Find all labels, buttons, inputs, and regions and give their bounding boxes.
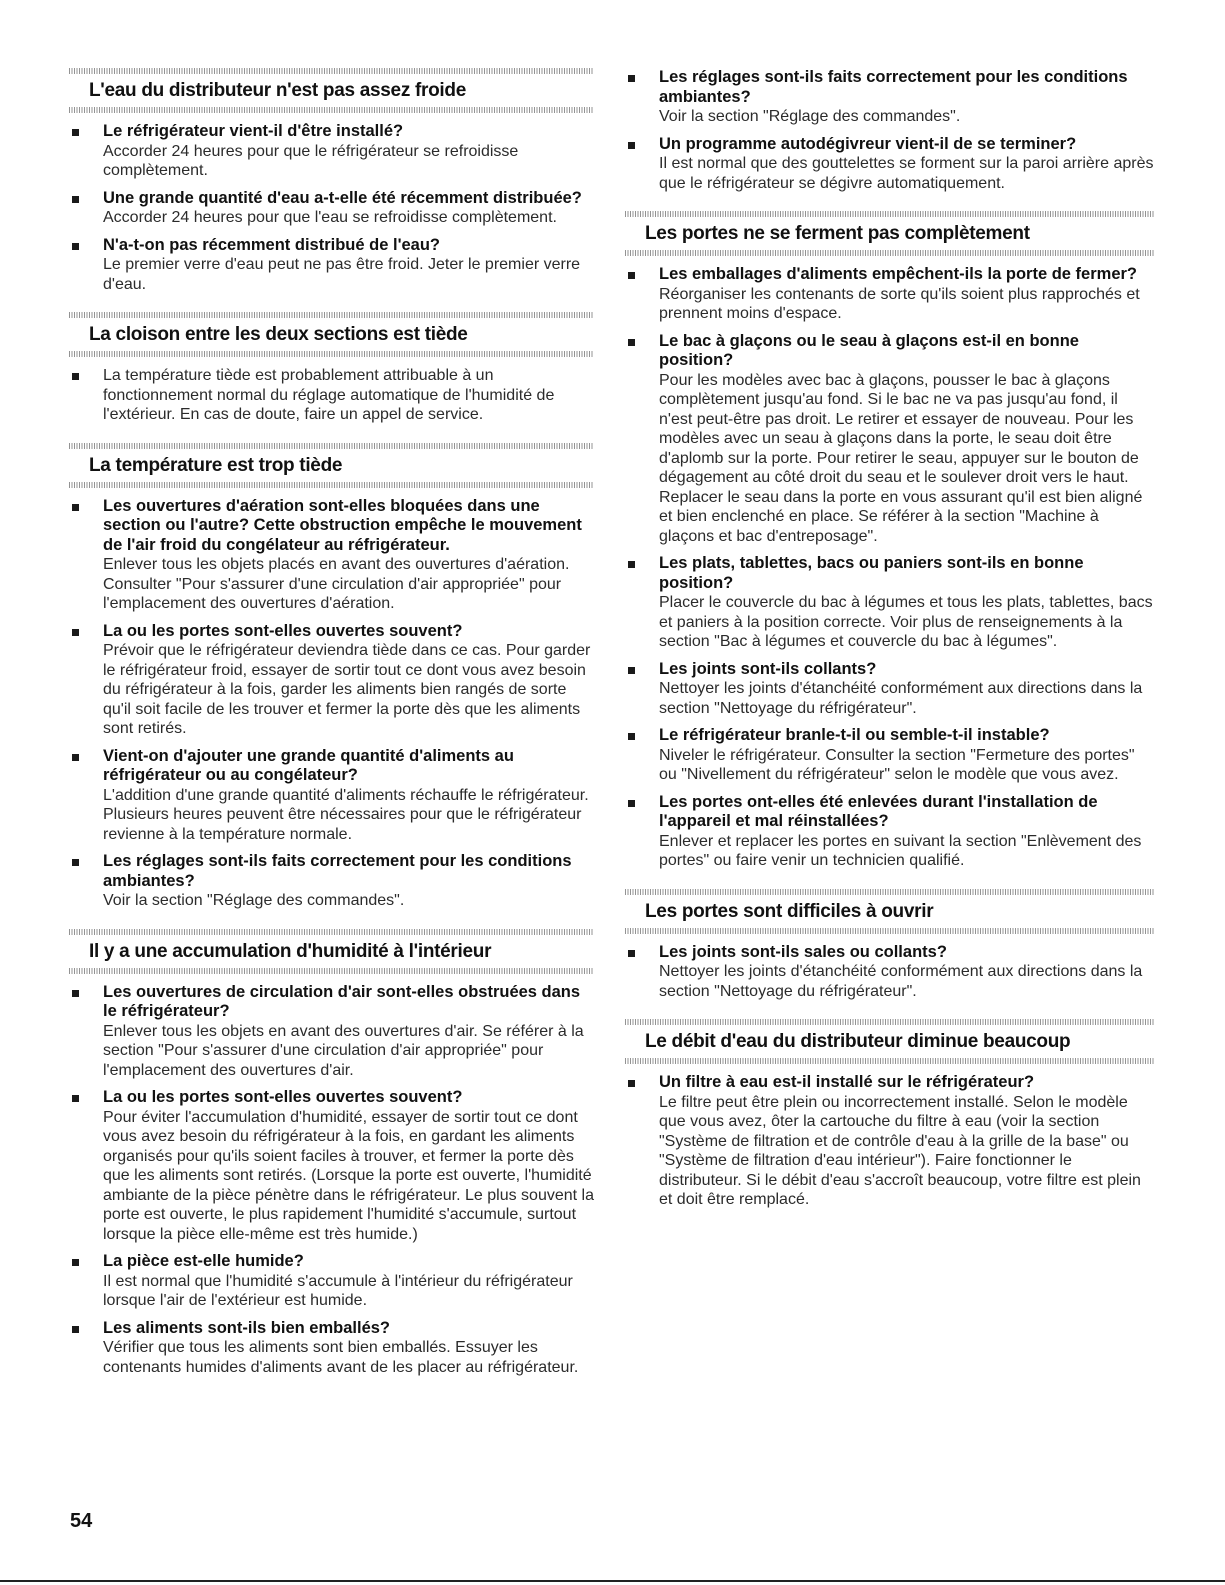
rule-top xyxy=(625,211,1155,217)
question: Le réfrigérateur branle-t-il ou semble-t-il instable? xyxy=(659,726,1050,744)
question: Les réglages sont-ils faits correctement pour les conditions ambiantes? xyxy=(659,68,1128,106)
section xyxy=(69,68,594,294)
item-list xyxy=(69,974,594,1378)
list-item xyxy=(625,1073,1155,1210)
answer: Vérifier que tous les aliments sont bien emballés. Essuyer les contenants humides d'aliments avant de les placer au réfrigérateur. xyxy=(103,1339,579,1376)
right-column xyxy=(625,68,1155,1218)
question: Un programme autodégivreur vient-il de se terminer? xyxy=(659,134,1077,153)
list-item xyxy=(69,1088,594,1244)
answer: Le filtre peut être plein ou incorrectement installé. Selon le modèle que vous avez, ôter la cartouche du filtre à eau (voir la section "Système de filtration et de contrôle d'eau à la grille de la base" ou "Système de filtration d'eau intérieur"). Faire fonctionner le distributeur. Si le débit d'eau s'accroît beaucoup, votre filtre est plein et doit être remplacé. xyxy=(659,1093,1141,1208)
list-item xyxy=(625,943,1155,1002)
section-header xyxy=(69,312,594,357)
answer: Voir la section "Réglage des commandes". xyxy=(103,892,405,909)
answer: Accorder 24 heures pour que l'eau se refroidisse complètement. xyxy=(103,209,557,226)
list-item xyxy=(69,622,594,739)
rule-bottom xyxy=(625,928,1155,934)
question: Une grande quantité d'eau a-t-elle été récemment distribuée? xyxy=(103,188,582,207)
bullet-square-icon xyxy=(628,667,635,674)
question: Les ouvertures d'aération sont-elles bloquées dans une section ou l'autre? Cette obstruction empêche le mouvement de l'air froid du congélateur au réfrigérateur. xyxy=(103,496,582,554)
list-item xyxy=(69,189,594,228)
section xyxy=(625,201,1155,871)
rule-bottom xyxy=(625,1058,1155,1064)
answer: L'addition d'une grande quantité d'aliments réchauffe le réfrigérateur. Plusieurs heures peuvent être nécessaires pour que le réfrigérateur revienne à la température normale. xyxy=(103,786,589,843)
bullet-square-icon xyxy=(628,1080,635,1087)
answer: Prévoir que le réfrigérateur deviendra tiède dans ce cas. Pour garder le réfrigérateur froid, essayer de sortir tout ce dont vous avez besoin du réfrigérateur à la fois, garder les aliments bien rangés de sorte qu'il soit facile de les trouver et fermer la porte dès que les aliments sont retirés. xyxy=(103,642,591,737)
bullet-square-icon xyxy=(72,1095,79,1102)
item-list xyxy=(625,256,1155,871)
item-list xyxy=(69,357,594,425)
bottom-rule xyxy=(0,1580,1225,1582)
list-item xyxy=(69,1319,594,1378)
item-list xyxy=(625,934,1155,1002)
page-number: 54 xyxy=(70,1510,93,1532)
question: Les ouvertures de circulation d'air sont-elles obstruées dans le réfrigérateur? xyxy=(103,982,581,1020)
bullet-square-icon xyxy=(72,990,79,997)
item-list xyxy=(625,68,1155,193)
bullet-square-icon xyxy=(628,561,635,568)
item-list xyxy=(69,488,594,911)
question: Les aliments sont-ils bien emballés? xyxy=(103,1318,391,1337)
question: Les emballages d'aliments empêchent-ils la porte de fermer? xyxy=(659,265,1138,283)
answer: Le premier verre d'eau peut ne pas être froid. Jeter le premier verre d'eau. xyxy=(103,256,581,293)
bullet-square-icon xyxy=(72,373,79,380)
bullet-square-icon xyxy=(72,129,79,136)
answer: Il est normal que l'humidité s'accumule à l'intérieur du réfrigérateur lorsque l'air de l'extérieur est humide. xyxy=(103,1272,573,1309)
bullet-square-icon xyxy=(72,629,79,636)
bullet-square-icon xyxy=(628,950,635,957)
bullet-square-icon xyxy=(628,733,635,740)
bullet-square-icon xyxy=(72,1326,79,1333)
answer: Enlever tous les objets placés en avant des ouvertures d'aération. Consulter "Pour s'assurer d'une circulation d'air appropriée" pour l'emplacement des ouvertures d'aération. xyxy=(103,556,570,612)
section-title: La cloison entre les deux sections est tiède xyxy=(89,324,468,345)
list-item xyxy=(69,497,594,614)
question: La ou les portes sont-elles ouvertes souvent? xyxy=(103,621,463,640)
answer: Pour éviter l'accumulation d'humidité, essayer de sortir tout ce dont vous avez besoin du réfrigérateur à la fois, en gardant les aliments organisés pour qu'ils soient faciles à trouver, et fermer la porte dès que les aliments sont retirés. (Lorsque la porte est ouverte, l'humidité ambiante de la pièce pénètre dans le réfrigérateur. Le plus souvent la porte est ouverte, le plus rapidement l'humidité s'accumule, surtout lorsque la pièce elle-même est très humide.) xyxy=(103,1108,594,1243)
list-item xyxy=(69,236,594,295)
list-item xyxy=(625,660,1155,719)
answer: La température tiède est probablement attribuable à un fonctionnement normal du réglage automatique de l'humidité de l'extérieur. En cas de doute, faire un appel de service. xyxy=(103,367,555,423)
list-item xyxy=(69,122,594,181)
list-item xyxy=(69,983,594,1081)
rule-top xyxy=(69,443,594,449)
answer: Enlever et replacer les portes en suivant la section "Enlèvement des portes" ou faire venir un technicien qualifié. xyxy=(659,832,1142,869)
bullet-square-icon xyxy=(628,339,635,346)
section-spacer xyxy=(625,1009,1155,1019)
bullet-square-icon xyxy=(628,142,635,149)
section-header xyxy=(625,1019,1155,1064)
question: Les plats, tablettes, bacs ou paniers sont-ils en bonne position? xyxy=(659,554,1084,592)
question: N'a-t-on pas récemment distribué de l'eau? xyxy=(103,235,441,254)
list-item xyxy=(625,265,1155,324)
rule-bottom xyxy=(625,250,1155,256)
section xyxy=(69,433,594,911)
rule-top xyxy=(625,1019,1155,1025)
rule-bottom xyxy=(69,482,594,488)
section-title: La température est trop tiède xyxy=(89,454,343,476)
answer: Enlever tous les objets en avant des ouvertures d'air. Se référer à la section "Pour s'assurer d'une circulation d'air appropriée" pour l'emplacement des ouvertures d'air. xyxy=(103,1022,584,1079)
section-header xyxy=(69,443,594,488)
question: La pièce est-elle humide? xyxy=(103,1252,304,1270)
bullet-square-icon xyxy=(72,196,79,203)
rule-bottom xyxy=(69,351,594,357)
section-header xyxy=(69,929,594,974)
answer: Nettoyer les joints d'étanchéité conformément aux directions dans la section "Nettoyage du réfrigérateur". xyxy=(659,963,1143,1000)
answer: Placer le couvercle du bac à légumes et tous les plats, tablettes, bacs et paniers à la position correcte. Voir plus de renseignements à la section "Bac à légumes et couvercle du bac à légumes". xyxy=(659,594,1153,650)
question: Le réfrigérateur vient-il d'être installé? xyxy=(103,122,404,140)
answer: Voir la section "Réglage des commandes". xyxy=(659,108,961,125)
section-header xyxy=(625,889,1155,934)
question: Vient-on d'ajouter une grande quantité d'aliments au réfrigérateur ou au congélateur? xyxy=(103,746,514,784)
rule-top xyxy=(69,68,594,74)
list-item xyxy=(625,68,1155,127)
section xyxy=(625,879,1155,1002)
question: Les joints sont-ils collants? xyxy=(659,659,877,678)
bullet-square-icon xyxy=(72,754,79,761)
bullet-square-icon xyxy=(72,859,79,866)
section xyxy=(625,68,1155,193)
question: Les portes ont-elles été enlevées durant l'installation de l'appareil et mal réinstallées? xyxy=(659,792,1098,830)
answer: Réorganiser les contenants de sorte qu'ils soient plus rapprochés et prennent moins d'espace. xyxy=(659,285,1140,322)
answer: Accorder 24 heures pour que le réfrigérateur se refroidisse complètement. xyxy=(103,142,519,179)
list-item xyxy=(69,852,594,911)
section-title: Il y a une accumulation d'humidité à l'intérieur xyxy=(89,940,492,962)
answer: Il est normal que des gouttelettes se forment sur la paroi arrière après que le réfrigérateur se dégivre automatiquement. xyxy=(659,155,1154,192)
left-column xyxy=(69,68,594,1385)
bullet-square-icon xyxy=(72,243,79,250)
item-list xyxy=(625,1064,1155,1210)
question: La ou les portes sont-elles ouvertes souvent? xyxy=(103,1088,463,1106)
question: Le bac à glaçons ou le seau à glaçons est-il en bonne position? xyxy=(659,331,1079,369)
bullet-square-icon xyxy=(72,1259,79,1266)
rule-bottom xyxy=(69,107,594,113)
section-title: Les portes ne se ferment pas complètement xyxy=(645,223,1030,244)
list-item xyxy=(625,135,1155,194)
list-item xyxy=(625,332,1155,547)
section-spacer xyxy=(625,879,1155,889)
question: Un filtre à eau est-il installé sur le réfrigérateur? xyxy=(659,1073,1035,1091)
bullet-square-icon xyxy=(628,75,635,82)
rule-bottom xyxy=(69,968,594,974)
bullet-square-icon xyxy=(628,272,635,279)
bullet-square-icon xyxy=(628,800,635,807)
section-spacer xyxy=(69,433,594,443)
list-item xyxy=(625,726,1155,785)
section xyxy=(69,919,594,1378)
section-title: L'eau du distributeur n'est pas assez froide xyxy=(89,80,466,101)
list-item xyxy=(69,747,594,845)
section-header xyxy=(69,68,594,113)
section xyxy=(69,302,594,425)
list-item xyxy=(625,554,1155,652)
answer: Pour les modèles avec bac à glaçons, pousser le bac à glaçons complètement jusqu'au fond. Si le bac ne va pas jusqu'au fond, il n'est peut-être pas droit. Le retirer et essayer de nouveau. Pour les modèles avec un seau à glaçons dans la porte, le seau doit être d'aplomb sur la porte. Pour retirer le seau, appuyer sur le bouton de dégagement au côté droit du seau et le soulever droit vers le haut. Replacer le seau dans la porte en vous assurant qu'il est bien aligné et bien enclenché en place. Se référer à la section "Machine à glaçons et bac d'entreposage". xyxy=(659,371,1143,545)
section-header xyxy=(625,211,1155,256)
question: Les joints sont-ils sales ou collants? xyxy=(659,942,947,961)
bullet-square-icon xyxy=(72,504,79,511)
section-spacer xyxy=(625,201,1155,211)
item-list xyxy=(69,113,594,294)
section-title: Le débit d'eau du distributeur diminue beaucoup xyxy=(645,1031,1071,1052)
question: Les réglages sont-ils faits correctement pour les conditions ambiantes? xyxy=(103,852,572,890)
rule-top xyxy=(625,889,1155,895)
section-spacer xyxy=(69,302,594,312)
section-spacer xyxy=(69,919,594,929)
list-item xyxy=(625,793,1155,871)
list-item xyxy=(69,1252,594,1311)
list-item xyxy=(69,366,594,425)
section-title: Les portes sont difficiles à ouvrir xyxy=(645,900,934,922)
section xyxy=(625,1009,1155,1210)
answer: Niveler le réfrigérateur. Consulter la section "Fermeture des portes" ou "Nivellement du réfrigérateur" selon le modèle que vous avez. xyxy=(659,746,1135,783)
rule-top xyxy=(69,929,594,935)
rule-top xyxy=(69,312,594,318)
answer: Nettoyer les joints d'étanchéité conformément aux directions dans la section "Nettoyage du réfrigérateur". xyxy=(659,680,1143,717)
